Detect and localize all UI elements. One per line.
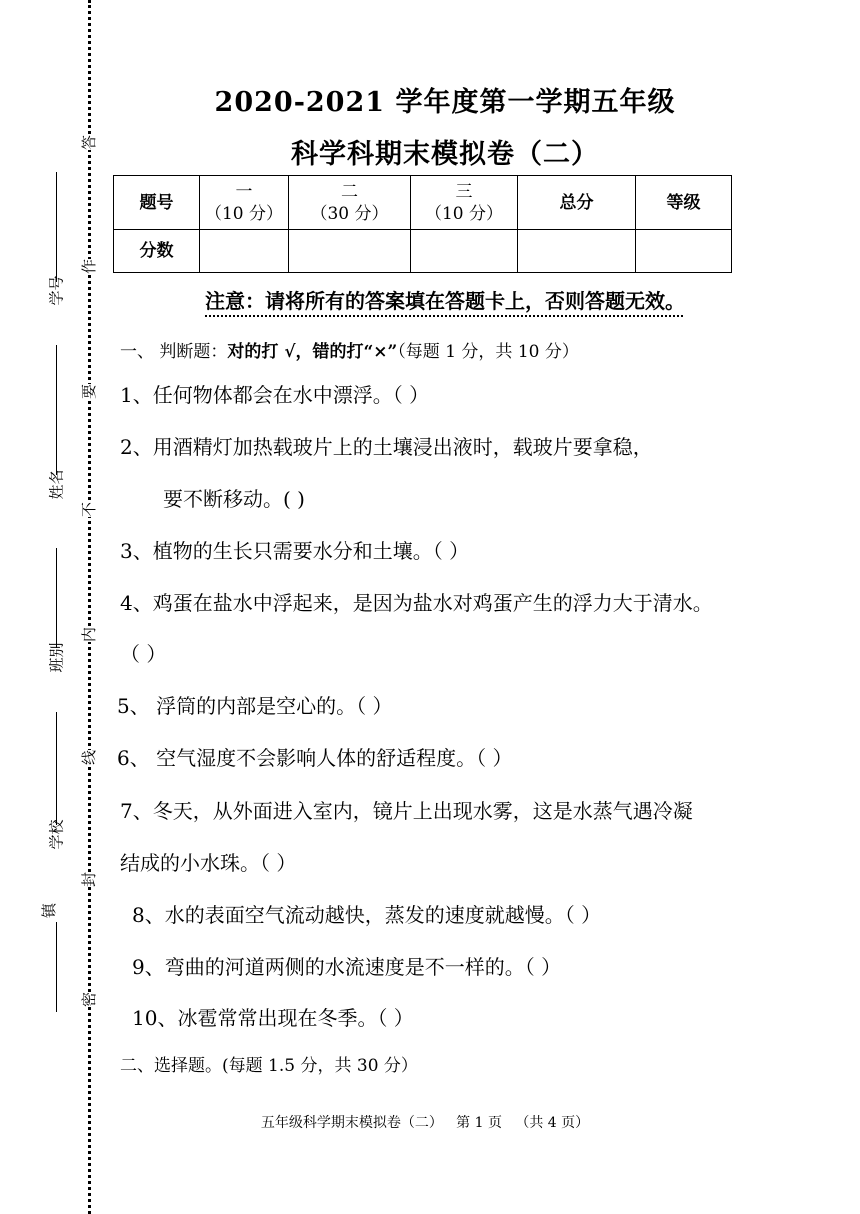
answer-sheet-notice: 注意：请将所有的答案填在答题卡上，否则答题无效。 [205, 289, 685, 313]
section-1-rule: （每题 1 分，共 10 分） [397, 342, 579, 362]
grade-cell[interactable] [636, 230, 732, 273]
binding-dotted-line [88, 0, 91, 1214]
section-2-heading: 二、选择题。(每题 1.5 分，共 30 分） [120, 1056, 418, 1076]
student-id-label: 学号 [47, 275, 66, 306]
margin-char-da: 答 [80, 134, 99, 151]
margin-char-mi: 密 [80, 991, 99, 1008]
student-name-line[interactable] [56, 345, 57, 475]
question-8: 8、水的表面空气流动越快，蒸发的速度就越慢。（ ） [132, 903, 602, 927]
section-1-prefix: 一、 判断题： [120, 342, 228, 362]
page-footer: 五年级科学期末模拟卷（二） 第 1 页 （共 4 页） [260, 1115, 590, 1131]
question-10: 10、冰雹常常出现在冬季。（ ） [132, 1006, 414, 1030]
question-7-line1: 7、冬天，从外面进入室内，镜片上出现水雾，这是水蒸气遇冷凝 [120, 799, 693, 823]
section-1-header [200, 176, 289, 230]
school-line[interactable] [56, 712, 57, 825]
section-2-points: （30 分） [310, 203, 389, 224]
student-name-label: 姓名 [47, 469, 66, 500]
section-1-instruction: 对的打 √，错的打“×” [227, 342, 398, 362]
question-5: 5、 浮筒的内部是空心的。（ ） [117, 694, 393, 718]
town-label: 镇 [40, 902, 59, 919]
question-6: 6、 空气湿度不会影响人体的舒适程度。（ ） [117, 746, 513, 770]
class-label: 班别 [47, 642, 66, 673]
student-id-line[interactable] [56, 172, 57, 282]
section-2-header [289, 176, 411, 230]
section-1-name: 一 [235, 181, 253, 202]
exam-title-line2: 科学科期末模拟卷（二） [291, 139, 599, 170]
school-label: 学校 [47, 819, 66, 850]
section-1-score-cell[interactable] [200, 230, 289, 273]
score-table-header-row [114, 176, 732, 230]
question-number-label: 题号 [114, 176, 200, 230]
exam-title-line1: 2020-2021 学年度第一学期五年级 [214, 87, 676, 118]
margin-char-zuo: 作 [80, 258, 99, 275]
question-2-line2: 要不断移动。( ) [163, 487, 305, 511]
class-line[interactable] [56, 548, 57, 648]
question-7-line2: 结成的小水珠。（ ） [120, 851, 297, 875]
margin-char-yao: 要 [80, 383, 99, 400]
margin-char-feng: 封 [80, 871, 99, 888]
grade-header: 等级 [636, 176, 732, 230]
question-2-line1: 2、用酒精灯加热载玻片上的土壤浸出液时，载玻片要拿稳， [120, 435, 653, 459]
section-3-name: 三 [455, 181, 473, 202]
question-3: 3、植物的生长只需要水分和土壤。（ ） [120, 539, 470, 563]
margin-char-bu: 不 [80, 501, 99, 518]
score-table-score-row [114, 230, 732, 273]
total-score-header: 总分 [518, 176, 636, 230]
section-2-score-cell[interactable] [289, 230, 411, 273]
town-line[interactable] [56, 922, 57, 1012]
section-3-score-cell[interactable] [411, 230, 518, 273]
question-4-line1: 4、鸡蛋在盐水中浮起来，是因为盐水对鸡蛋产生的浮力大于清水。 [120, 591, 713, 615]
question-4-line2: （ ） [120, 642, 167, 666]
margin-char-xian: 线 [80, 749, 99, 766]
score-row-label: 分数 [114, 230, 200, 273]
section-3-header [411, 176, 518, 230]
question-1: 1、任何物体都会在水中漂浮。（ ） [120, 383, 430, 407]
section-3-points: （10 分） [424, 203, 504, 224]
score-table [113, 175, 732, 273]
total-score-cell[interactable] [518, 230, 636, 273]
section-1-points: （10 分） [204, 203, 284, 224]
section-2-name: 二 [341, 181, 358, 202]
question-9: 9、弯曲的河道两侧的水流速度是不一样的。（ ） [132, 955, 562, 979]
margin-char-nei: 内 [80, 626, 99, 643]
section-1-heading [120, 337, 579, 362]
